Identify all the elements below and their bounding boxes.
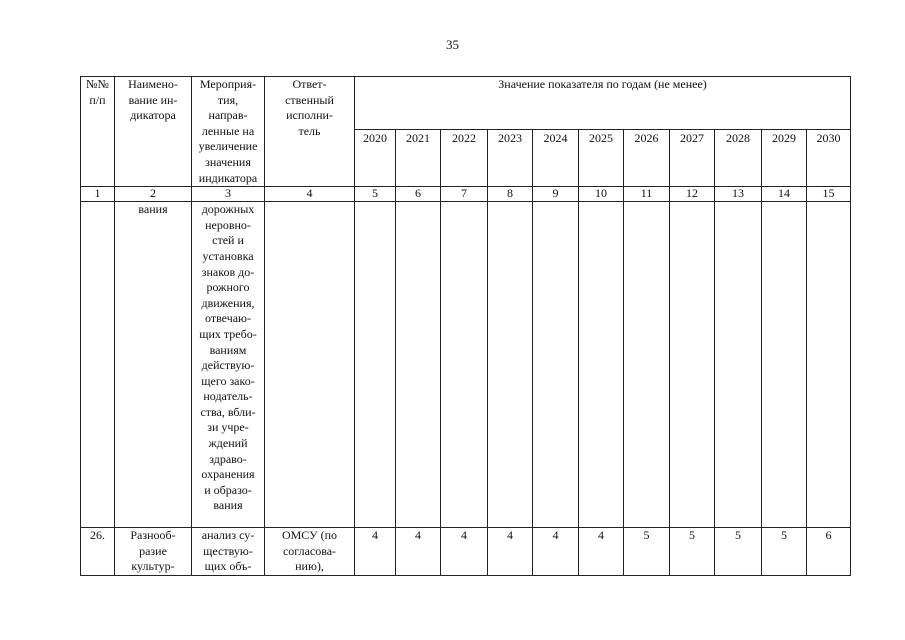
column-number-cell: 9 [533, 187, 579, 202]
header-executor-cell: Ответ- ственный исполни- тель [265, 77, 355, 187]
value-cell: 4 [441, 528, 488, 576]
header-years-group-cell: Значение показателя по годам (не менее) [355, 77, 851, 130]
value-cell [441, 202, 488, 528]
column-number-cell: 4 [265, 187, 355, 202]
row-executor-cell: ОМСУ (по согласова- нию), [265, 528, 355, 576]
row-num-cell: 26. [81, 528, 115, 576]
column-number-cell: 10 [579, 187, 624, 202]
header-year-cell: 2024 [533, 129, 579, 186]
column-number-cell: 13 [715, 187, 762, 202]
value-cell [670, 202, 715, 528]
value-cell: 5 [624, 528, 670, 576]
header-activity-cell: Мероприя- тия, направ- ленные на увеличение значения индикатора [192, 77, 265, 187]
column-number-cell: 2 [115, 187, 192, 202]
column-number-cell: 6 [396, 187, 441, 202]
value-cell: 5 [670, 528, 715, 576]
header-year-cell: 2028 [715, 129, 762, 186]
value-cell [807, 202, 851, 528]
header-year-cell: 2020 [355, 129, 396, 186]
row-num-cell [81, 202, 115, 528]
column-number-cell: 14 [762, 187, 807, 202]
row-indicator-cell: Разнооб- разие культур- [115, 528, 192, 576]
value-cell: 4 [355, 528, 396, 576]
header-year-cell: 2021 [396, 129, 441, 186]
table-row [81, 528, 851, 576]
value-cell [762, 202, 807, 528]
column-number-cell: 5 [355, 187, 396, 202]
row-activity-cell: дорожных неровно- стей и установка знаков до- рожного движения, отвечаю- щих требо- ваниям действую- щего зако- нодатель- ства, вбли- зи учре- ждений здраво- охранения и образо- вания [192, 202, 265, 528]
header-year-cell: 2026 [624, 129, 670, 186]
value-cell [396, 202, 441, 528]
page-number: 35 [446, 37, 459, 52]
table-row [81, 202, 851, 528]
value-cell: 4 [579, 528, 624, 576]
value-cell: 6 [807, 528, 851, 576]
column-number-cell: 3 [192, 187, 265, 202]
value-cell: 4 [488, 528, 533, 576]
header-year-cell: 2023 [488, 129, 533, 186]
row-activity-cell: анализ су- ществую- щих объ- [192, 528, 265, 576]
value-cell: 4 [533, 528, 579, 576]
value-cell [533, 202, 579, 528]
header-year-cell: 2030 [807, 129, 851, 186]
column-number-cell: 12 [670, 187, 715, 202]
indicator-table [80, 76, 851, 576]
value-cell [579, 202, 624, 528]
header-num-cell: №№ п/п [81, 77, 115, 187]
header-year-cell: 2022 [441, 129, 488, 186]
column-number-cell: 7 [441, 187, 488, 202]
value-cell [355, 202, 396, 528]
row-executor-cell [265, 202, 355, 528]
column-number-row [81, 187, 851, 202]
header-year-cell: 2029 [762, 129, 807, 186]
value-cell [624, 202, 670, 528]
column-number-cell: 15 [807, 187, 851, 202]
row-indicator-cell: вания [115, 202, 192, 528]
header-year-cell: 2025 [579, 129, 624, 186]
column-number-cell: 11 [624, 187, 670, 202]
column-number-cell: 8 [488, 187, 533, 202]
value-cell [488, 202, 533, 528]
header-row [81, 77, 851, 130]
value-cell: 5 [762, 528, 807, 576]
header-year-cell: 2027 [670, 129, 715, 186]
column-number-cell: 1 [81, 187, 115, 202]
value-cell: 4 [396, 528, 441, 576]
header-indicator-cell: Наимено- вание ин- дикатора [115, 77, 192, 187]
value-cell [715, 202, 762, 528]
value-cell: 5 [715, 528, 762, 576]
